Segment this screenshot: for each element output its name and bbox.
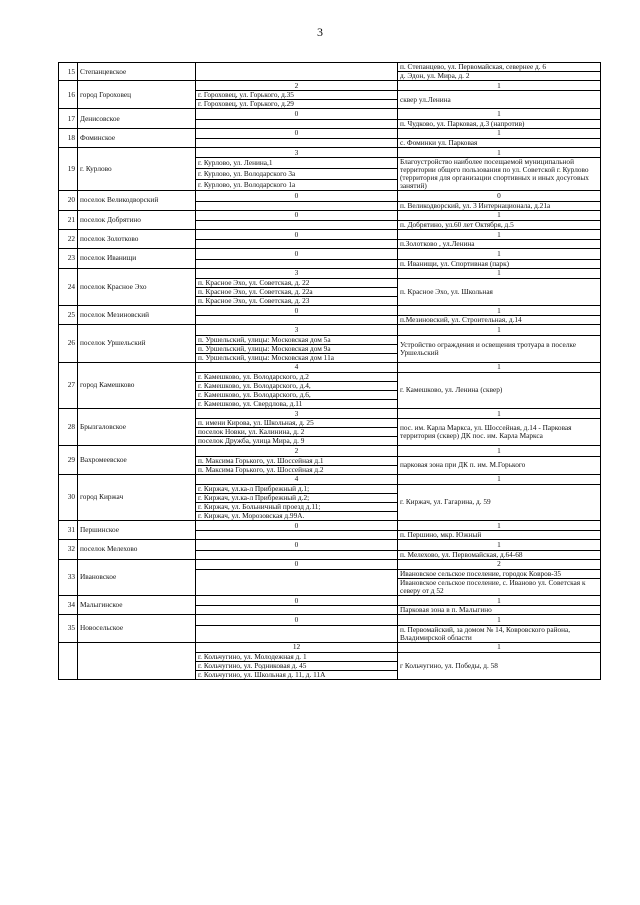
yard-address: поселок Новки, ул. Калинина, д. 2 <box>196 428 398 437</box>
row-number: 28 <box>59 408 78 445</box>
public-area-address: Устройство ограждения и освещения тротуара в поселке Уршельский <box>398 335 601 362</box>
row-number: 20 <box>59 191 78 210</box>
yard-address: г. Камешково, ул. Володарского, д.4, <box>196 381 398 390</box>
row-number: 22 <box>59 229 78 248</box>
public-area-address: п. Добрятино, ул.60 лет Октября, д.5 <box>398 220 601 229</box>
yard-count: 0 <box>196 559 398 569</box>
table-row <box>59 474 601 484</box>
municipality-name: Степанцевское <box>78 63 196 81</box>
row-number: 27 <box>59 362 78 408</box>
yard-address <box>196 569 398 595</box>
row-number: 31 <box>59 520 78 539</box>
table-row <box>59 210 601 220</box>
yard-address <box>196 259 398 268</box>
municipality-name: поселок Красное Эхо <box>78 268 196 305</box>
public-area-address: п. Первомайский, за домом № 14, Ковровского района, Владимирской области <box>398 625 601 642</box>
yard-address <box>196 550 398 559</box>
yard-address: г. Камешково, ул. Володарского, д.2 <box>196 372 398 381</box>
public-area-address: Парковая зона в п. Малыгино <box>398 606 601 615</box>
row-number: 21 <box>59 210 78 229</box>
municipality-name: поселок Великодворский <box>78 191 196 210</box>
public-area-address: п. Степанцево, ул. Первомайская, севернее д. 6 <box>398 63 601 72</box>
yard-address: г. Курлово, ул. Ленина,1 <box>196 158 398 169</box>
table-row <box>59 81 601 91</box>
municipality-name: г. Курлово <box>78 147 196 190</box>
public-area-count: 1 <box>398 595 601 605</box>
row-number: 15 <box>59 63 78 81</box>
municipality-name: город Камешково <box>78 362 196 408</box>
yard-count: 12 <box>196 642 398 652</box>
municipality-name: город Киржач <box>78 474 196 520</box>
municipality-name: поселок Золотково <box>78 229 196 248</box>
yard-address: п. имени Кирова, ул. Школьная, д. 25 <box>196 419 398 428</box>
yard-address: г. Киржач, ул.ка-л Прибрежный д.2; <box>196 493 398 502</box>
yard-address: г. Киржач, ул. Морозовская д.99А. <box>196 511 398 520</box>
table-row <box>59 540 601 550</box>
yard-count: 0 <box>196 615 398 625</box>
row-number: 34 <box>59 595 78 614</box>
table-row <box>59 128 601 138</box>
municipality-name: поселок Уршельский <box>78 325 196 362</box>
yard-address: п. Красное Эхо, ул. Советская, д. 23 <box>196 296 398 305</box>
yard-count: 0 <box>196 305 398 315</box>
public-area-address: г. Камешково, ул. Ленина (сквер) <box>398 372 601 408</box>
table-row <box>59 362 601 372</box>
row-number: 29 <box>59 446 78 474</box>
table-row <box>59 325 601 335</box>
table-row <box>59 559 601 569</box>
yard-address: г. Гороховец, ул. Горького, д.35 <box>196 91 398 100</box>
public-area-count: 1 <box>398 325 601 335</box>
public-area-count: 1 <box>398 520 601 530</box>
public-area-count: 1 <box>398 81 601 91</box>
yard-count: 4 <box>196 362 398 372</box>
registry-table <box>58 62 601 680</box>
yard-address <box>196 138 398 147</box>
table-row <box>59 109 601 119</box>
table-row <box>59 147 601 157</box>
yard-address: г. Кольчугино, ул. Молодежная д. 1 <box>196 652 398 661</box>
yard-count: 3 <box>196 268 398 278</box>
table-row <box>59 520 601 530</box>
public-area-address: п.Мезиновский, ул. Строительная, д.14 <box>398 316 601 325</box>
public-area-address: п. Чудково, ул. Парковая, д.3 (напротив) <box>398 119 601 128</box>
table-row <box>59 249 601 259</box>
public-area-address: п. Красное Эхо, ул. Школьная <box>398 278 601 305</box>
public-area-count: 1 <box>398 268 601 278</box>
public-area-count: 1 <box>398 249 601 259</box>
yard-address <box>196 220 398 229</box>
municipality-name: Малыгинское <box>78 595 196 614</box>
public-area-address: п. Великодворский, ул. 3 Интернационала, д.21а <box>398 201 601 210</box>
row-number: 16 <box>59 81 78 109</box>
municipality-name: поселок Мелехово <box>78 540 196 559</box>
public-area-address: сквер ул.Ленина <box>398 91 601 109</box>
public-area-count: 1 <box>398 540 601 550</box>
yard-count: 0 <box>196 229 398 239</box>
yard-address: г. Гороховец, ул. Горького, д.29 <box>196 100 398 109</box>
yard-address: п. Красное Эхо, ул. Советская, д. 22 <box>196 278 398 287</box>
yard-count: 3 <box>196 408 398 418</box>
yard-address: г. Киржач, ул. Больничный проезд д.11; <box>196 502 398 511</box>
row-number: 18 <box>59 128 78 147</box>
municipality-name: поселок Мезиновский <box>78 305 196 324</box>
row-number: 19 <box>59 147 78 190</box>
municipality-name: город Гороховец <box>78 81 196 109</box>
public-area-address: г. Киржач, ул. Гагарина, д. 59 <box>398 484 601 520</box>
row-number: 30 <box>59 474 78 520</box>
table-row <box>59 305 601 315</box>
yard-address <box>196 119 398 128</box>
yard-address <box>196 63 398 81</box>
table-row <box>59 642 601 652</box>
public-area-count: 1 <box>398 147 601 157</box>
public-area-count: 0 <box>398 191 601 201</box>
public-area-address: г Кольчугино, ул. Победы, д. 58 <box>398 652 601 679</box>
table-row <box>59 191 601 201</box>
row-number <box>59 642 78 679</box>
yard-address: п. Красное Эхо, ул. Советская, д. 22а <box>196 287 398 296</box>
public-area-count: 2 <box>398 559 601 569</box>
table-row <box>59 408 601 418</box>
public-area-address: п. Першино, мкр. Южный <box>398 531 601 540</box>
yard-address <box>196 625 398 642</box>
yard-address <box>196 201 398 210</box>
public-area-address: Благоустройство наиболее посещаемой муниципальной территории общего пользования по ул. Советской г. Курлово (территория для организации спортивных и иных досуговых занятий) <box>398 158 601 191</box>
table-row <box>59 595 601 605</box>
row-number: 17 <box>59 109 78 128</box>
public-area-address: Ивановское сельское поселение, с. Иваново ул. Советская к северу от д 52 <box>398 578 601 595</box>
yard-address: г. Киржач, ул.ка-л Прибрежный д.1; <box>196 484 398 493</box>
yard-count: 0 <box>196 520 398 530</box>
yard-count: 3 <box>196 147 398 157</box>
public-area-address: Ивановское сельское поселение, городок Ковров-35 <box>398 569 601 578</box>
public-area-count: 1 <box>398 615 601 625</box>
municipality-name: Першинское <box>78 520 196 539</box>
public-area-count: 1 <box>398 362 601 372</box>
yard-address: п. Максима Горького, ул. Шоссейная д.1 <box>196 456 398 465</box>
row-number: 32 <box>59 540 78 559</box>
municipality-name <box>78 642 196 679</box>
page-number: 3 <box>317 25 323 39</box>
yard-address: п. Уршельский, улицы: Московская дом 9а <box>196 344 398 353</box>
yard-count: 0 <box>196 249 398 259</box>
yard-address <box>196 531 398 540</box>
public-area-address: п. Иванищи, ул. Спортивная (парк) <box>398 259 601 268</box>
row-number: 35 <box>59 615 78 642</box>
public-area-address: п.Золотково , ул.Ленина <box>398 240 601 249</box>
row-number: 26 <box>59 325 78 362</box>
public-area-count: 1 <box>398 210 601 220</box>
table-row <box>59 268 601 278</box>
public-area-count: 1 <box>398 229 601 239</box>
table-row <box>59 446 601 456</box>
public-area-address: парковая зона при ДК п. им. М.Горького <box>398 456 601 474</box>
yard-count: 0 <box>196 210 398 220</box>
row-number: 25 <box>59 305 78 324</box>
yard-address: г. Курлово, ул. Володарского 1а <box>196 180 398 191</box>
yard-count: 0 <box>196 128 398 138</box>
row-number: 23 <box>59 249 78 268</box>
public-area-address: пос. им. Карла Маркса, ул. Шоссейная, д.14 - Парковая территория (сквер) ДК пос. им. Карла Маркса <box>398 419 601 446</box>
municipality-name: Брызгаловское <box>78 408 196 445</box>
yard-address: г. Курлово, ул. Володарского 3а <box>196 169 398 180</box>
yard-count: 2 <box>196 446 398 456</box>
row-number: 24 <box>59 268 78 305</box>
yard-address: п. Уршельский, улицы: Московская дом 5а <box>196 335 398 344</box>
yard-count: 0 <box>196 595 398 605</box>
public-area-count: 1 <box>398 474 601 484</box>
yard-count: 0 <box>196 540 398 550</box>
yard-address <box>196 240 398 249</box>
table-row <box>59 615 601 625</box>
yard-count: 2 <box>196 81 398 91</box>
yard-count: 4 <box>196 474 398 484</box>
public-area-count: 1 <box>398 408 601 418</box>
municipality-name: Новосельское <box>78 615 196 642</box>
row-number: 33 <box>59 559 78 595</box>
public-area-address: п. Мелехово, ул. Первомайская, д.64-68 <box>398 550 601 559</box>
yard-count: 3 <box>196 325 398 335</box>
public-area-count: 1 <box>398 109 601 119</box>
table-row <box>59 63 601 72</box>
yard-count: 0 <box>196 191 398 201</box>
municipality-name: Вахромеевское <box>78 446 196 474</box>
yard-address: г. Кольчугино, ул. Школьная д. 11, д. 11А <box>196 670 398 679</box>
yard-address: г. Кольчугино, ул. Родниковая д. 45 <box>196 661 398 670</box>
public-area-count: 1 <box>398 642 601 652</box>
table-row <box>59 229 601 239</box>
yard-address: поселок Дружба, улица Мира, д. 9 <box>196 437 398 446</box>
municipality-name: поселок Иванищи <box>78 249 196 268</box>
yard-address: п. Уршельский, улицы: Московская дом 11а <box>196 353 398 362</box>
yard-address: п. Максима Горького, ул. Шоссейная д.2 <box>196 465 398 474</box>
yard-count: 0 <box>196 109 398 119</box>
yard-address: г. Камешково, ул. Свердлова, д.11 <box>196 399 398 408</box>
public-area-count: 1 <box>398 446 601 456</box>
municipality-name: Ивановское <box>78 559 196 595</box>
yard-address <box>196 316 398 325</box>
yard-address: г. Камешково, ул. Володарского, д.6, <box>196 390 398 399</box>
public-area-address: с. Фоминки ул. Парковая <box>398 138 601 147</box>
public-area-address: д. Эдон, ул. Мира, д. 2 <box>398 72 601 81</box>
yard-address <box>196 606 398 615</box>
municipality-name: Денисовское <box>78 109 196 128</box>
public-area-count: 1 <box>398 128 601 138</box>
municipality-name: поселок Добрятино <box>78 210 196 229</box>
public-area-count: 1 <box>398 305 601 315</box>
municipality-name: Фоминское <box>78 128 196 147</box>
